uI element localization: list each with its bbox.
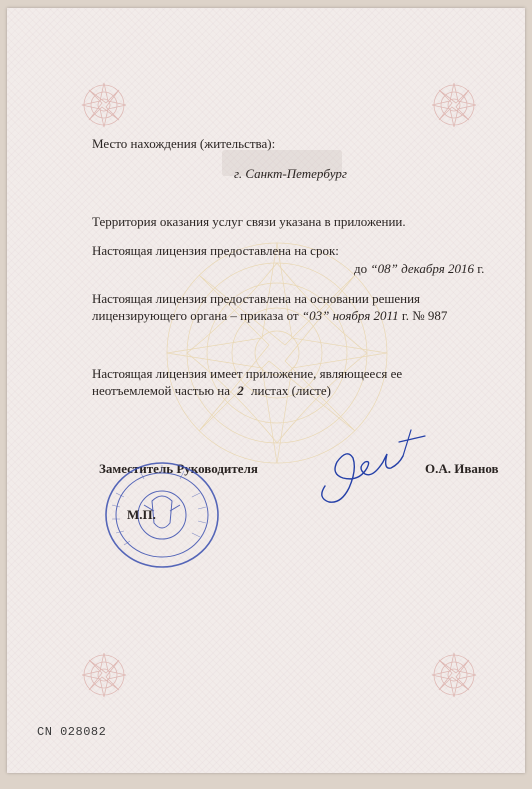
term-date xyxy=(354,260,484,277)
basis-line-2 xyxy=(92,307,447,324)
corner-rosette-icon xyxy=(79,650,129,700)
corner-rosette-icon xyxy=(429,80,479,130)
license-page xyxy=(7,8,525,773)
signer-title: Заместитель Руководителя xyxy=(99,461,258,476)
serial-number: CN 028082 xyxy=(37,725,107,739)
appendix-line-1: Настоящая лицензия имеет приложение, являющееся ее xyxy=(92,366,403,381)
seal-label: М.П. xyxy=(127,507,156,522)
location-label: Место нахождения (жительства): xyxy=(92,136,276,151)
basis-day: “03” xyxy=(301,308,330,323)
term-prefix: до xyxy=(354,261,368,276)
basis-suffix: г. № 987 xyxy=(401,308,448,323)
basis-line-1: Настоящая лицензия предоставлена на основании решения xyxy=(92,291,421,306)
appendix-suffix: листах (листе) xyxy=(251,383,331,398)
signer-name: О.А. Иванов xyxy=(425,461,499,476)
term-day: “08” xyxy=(370,261,398,276)
basis-prefix: лицензирующего органа – приказа от xyxy=(92,308,299,323)
term-label: Настоящая лицензия предоставлена на срок: xyxy=(92,243,339,258)
basis-month-year: ноября 2011 xyxy=(332,308,399,323)
territory-text: Территория оказания услуг связи указана в приложении. xyxy=(92,214,406,229)
appendix-prefix: неотъемлемой частью на xyxy=(92,383,231,398)
corner-rosette-icon xyxy=(429,650,479,700)
term-suffix: г. xyxy=(477,261,485,276)
appendix-line-2 xyxy=(92,382,331,399)
location-value: г. Санкт-Петербург xyxy=(234,166,347,181)
term-month-year: декабря 2016 xyxy=(401,261,475,276)
appendix-count: 2 xyxy=(237,383,244,398)
corner-rosette-icon xyxy=(79,80,129,130)
handwritten-signature xyxy=(307,418,437,508)
